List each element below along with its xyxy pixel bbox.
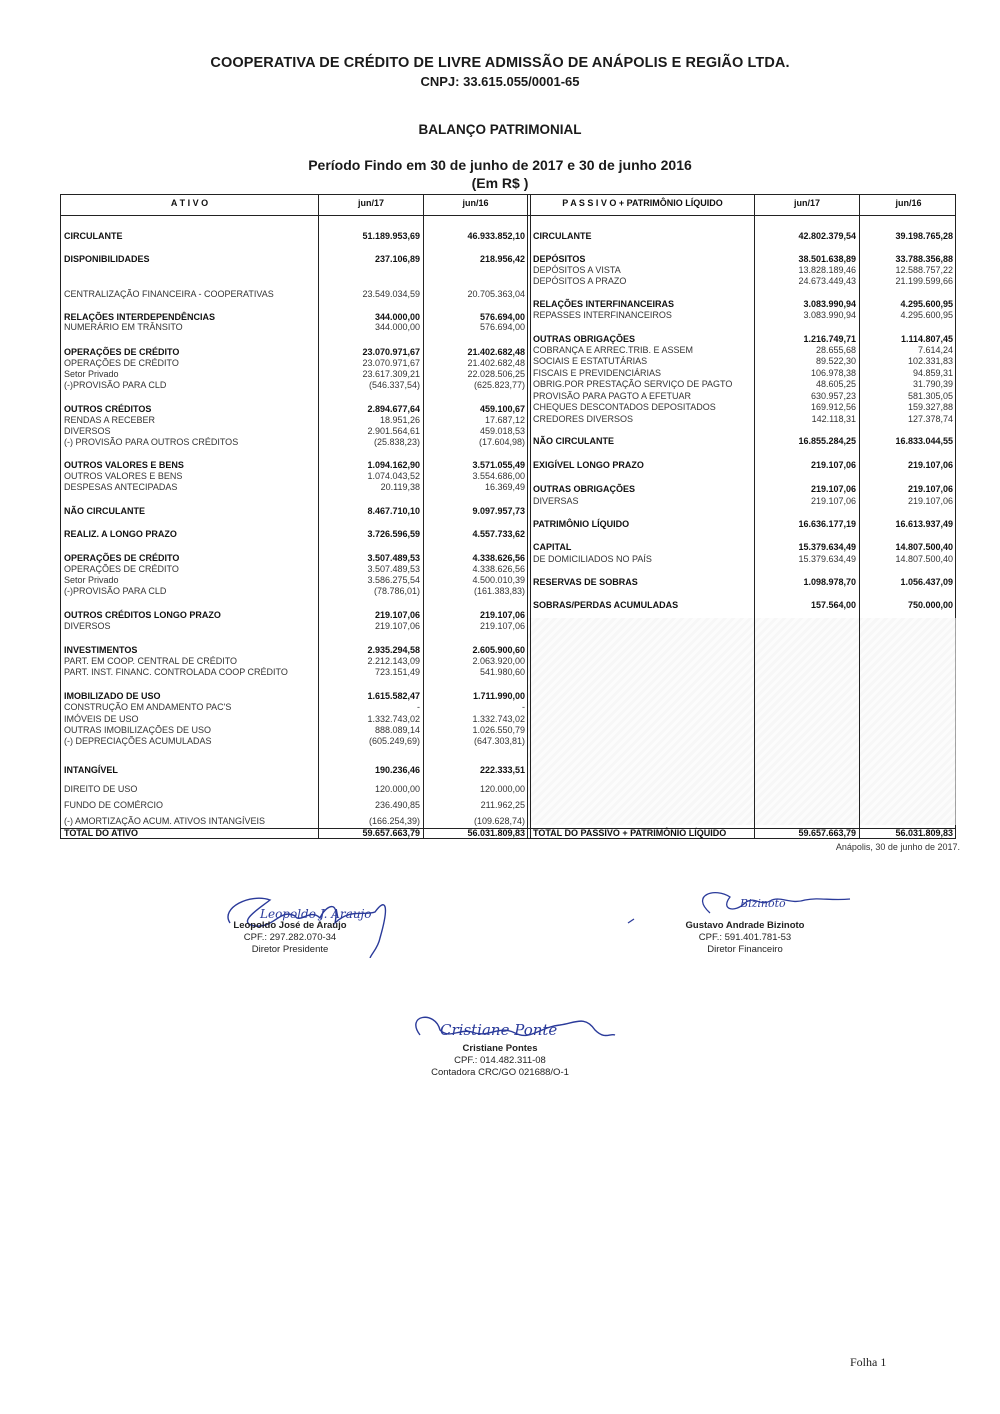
passivo-value-jun17: 48.605,25 bbox=[815, 379, 856, 389]
passivo-value-jun16: 219.107,06 bbox=[907, 484, 953, 494]
ativo-value-jun17: 59.657.663,79 bbox=[362, 828, 420, 838]
ativo-value-jun16: - bbox=[522, 702, 525, 712]
ativo-label: OUTROS CRÉDITOS bbox=[64, 404, 152, 414]
passivo-value-jun16: 4.295.600,95 bbox=[900, 310, 953, 320]
ativo-label: OUTROS CRÉDITOS LONGO PRAZO bbox=[64, 610, 221, 620]
ativo-label: PART. EM COOP. CENTRAL DE CRÉDITO bbox=[64, 656, 238, 666]
ativo-label: OPERAÇÕES DE CRÉDITO bbox=[64, 564, 179, 574]
ativo-value-jun16: 9.097.957,73 bbox=[472, 506, 525, 516]
col-ativo-header: A T I V O bbox=[170, 198, 209, 208]
ativo-value-jun16: 1.026.550,79 bbox=[472, 725, 525, 735]
ativo-value-jun16: 219.107,06 bbox=[479, 610, 525, 620]
ativo-value-jun16: 576.694,00 bbox=[479, 312, 525, 322]
passivo-value-jun17: 1.098.978,70 bbox=[803, 577, 856, 587]
signer-name: Leopoldo José de Araújo bbox=[233, 920, 347, 931]
passivo-label: TOTAL DO PASSIVO + PATRIMÔNIO LÍQUIDO bbox=[533, 828, 727, 838]
signer-role: Contadora CRC/GO 021688/O-1 bbox=[431, 1067, 569, 1078]
ativo-value-jun17: 3.586.275,54 bbox=[367, 575, 420, 585]
passivo-value-jun17: 28.655,68 bbox=[815, 345, 856, 355]
col-jun17-header: jun/17 bbox=[793, 198, 820, 208]
passivo-value-jun16: 219.107,06 bbox=[907, 496, 953, 506]
passivo-value-jun17: 42.802.379,54 bbox=[798, 231, 856, 241]
passivo-label: OUTRAS OBRIGAÇÕES bbox=[533, 484, 636, 494]
ativo-value-jun17: 344.000,00 bbox=[374, 322, 420, 332]
passivo-label: CREDORES DIVERSOS bbox=[533, 414, 634, 424]
ativo-label: OUTROS VALORES E BENS bbox=[64, 471, 183, 481]
signature-president bbox=[215, 920, 365, 956]
passivo-value-jun16: 102.331,83 bbox=[907, 356, 953, 366]
ativo-label: DIVERSOS bbox=[64, 621, 111, 631]
signature-handwriting: Cristiane Ponte bbox=[440, 1021, 558, 1039]
ativo-value-jun17: 8.467.710,10 bbox=[367, 506, 420, 516]
passivo-value-jun16: 12.588.757,22 bbox=[895, 265, 953, 275]
ativo-value-jun17: 2.901.564,61 bbox=[367, 426, 420, 436]
ativo-value-jun16: (625.823,77) bbox=[473, 380, 525, 390]
passivo-value-jun17: 59.657.663,79 bbox=[798, 828, 856, 838]
ativo-value-jun17: 723.151,49 bbox=[374, 667, 420, 677]
ativo-value-jun16: 2.063.920,00 bbox=[472, 656, 525, 666]
ativo-label: OPERAÇÕES DE CRÉDITO bbox=[64, 553, 180, 563]
passivo-value-jun16: 4.295.600,95 bbox=[900, 299, 953, 309]
passivo-value-jun16: 127.378,74 bbox=[907, 414, 953, 424]
company-title: COOPERATIVA DE CRÉDITO DE LIVRE ADMISSÃO DE ANÁPOLIS E REGIÃO LTDA. bbox=[210, 55, 790, 71]
ativo-value-jun16: 218.956,42 bbox=[479, 254, 525, 264]
page-number: Folha 1 bbox=[850, 1355, 887, 1369]
passivo-value-jun17: 3.083.990,94 bbox=[803, 299, 856, 309]
signer-name: Gustavo Andrade Bizinoto bbox=[685, 920, 805, 931]
passivo-label: DEPÓSITOS A VISTA bbox=[533, 265, 621, 275]
column-divider bbox=[754, 195, 755, 838]
ativo-label: REALIZ. A LONGO PRAZO bbox=[64, 529, 177, 539]
ativo-value-jun16: 1.711.990,00 bbox=[472, 691, 525, 701]
signer-cpf: CPF.: 014.482.311-08 bbox=[454, 1055, 546, 1066]
passivo-label: DEPÓSITOS A PRAZO bbox=[533, 276, 627, 286]
passivo-label: RESERVAS DE SOBRAS bbox=[533, 577, 638, 587]
ativo-value-jun16: (109.628,74) bbox=[473, 816, 525, 826]
ativo-value-jun17: (166.254,39) bbox=[368, 816, 420, 826]
ativo-value-jun17: 20.119,38 bbox=[380, 482, 420, 492]
ativo-label: Setor Privado bbox=[64, 369, 119, 379]
ativo-label: INVESTIMENTOS bbox=[64, 645, 138, 655]
column-divider bbox=[527, 195, 528, 838]
passivo-value-jun17: 169.912,56 bbox=[810, 402, 856, 412]
ativo-value-jun17: 18.951,26 bbox=[379, 415, 420, 425]
passivo-value-jun17: 219.107,06 bbox=[810, 460, 856, 470]
ativo-value-jun17: 2.935.294,58 bbox=[367, 645, 420, 655]
ativo-value-jun16: 219.107,06 bbox=[479, 621, 525, 631]
ativo-value-jun17: (546.337,54) bbox=[368, 380, 420, 390]
passivo-value-jun17: 106.978,38 bbox=[810, 368, 856, 378]
ativo-value-jun16: 576.694,00 bbox=[479, 322, 525, 332]
ativo-value-jun17: 344.000,00 bbox=[374, 312, 420, 322]
ativo-label: DIVERSOS bbox=[64, 426, 111, 436]
passivo-label: CIRCULANTE bbox=[533, 231, 592, 241]
ativo-label: OPERAÇÕES DE CRÉDITO bbox=[64, 347, 180, 357]
ativo-value-jun16: 4.557.733,62 bbox=[472, 529, 525, 539]
passivo-value-jun17: 13.828.189,46 bbox=[798, 265, 856, 275]
passivo-label: SOCIAIS E ESTATUTÁRIAS bbox=[533, 356, 648, 366]
ativo-value-jun17: 190.236,46 bbox=[374, 765, 420, 775]
ativo-value-jun17: 219.107,06 bbox=[374, 610, 420, 620]
ativo-value-jun17: 1.615.582,47 bbox=[367, 691, 420, 701]
ativo-value-jun17: 51.189.953,69 bbox=[362, 231, 420, 241]
passivo-label: RELAÇÕES INTERFINANCEIRAS bbox=[533, 299, 675, 309]
passivo-label: DE DOMICILIADOS NO PAÍS bbox=[533, 554, 652, 564]
ativo-label: (-)PROVISÃO PARA CLD bbox=[64, 380, 167, 390]
ativo-label: IMÓVEIS DE USO bbox=[64, 714, 139, 724]
passivo-label: DEPÓSITOS bbox=[533, 254, 586, 264]
ativo-value-jun17: (78.786,01) bbox=[373, 586, 420, 596]
col-passivo-header: P A S S I V O + PATRIMÔNIO LÍQUIDO bbox=[562, 198, 723, 208]
passivo-value-jun16: 56.031.809,83 bbox=[895, 828, 953, 838]
passivo-label: PROVISÃO PARA PAGTO A EFETUAR bbox=[533, 391, 692, 401]
passivo-value-jun17: 1.216.749,71 bbox=[803, 334, 856, 344]
signer-cpf: CPF.: 591.401.781-53 bbox=[698, 932, 792, 943]
ativo-value-jun16: 17.687,12 bbox=[484, 415, 525, 425]
ativo-value-jun16: 4.338.626,56 bbox=[472, 564, 525, 574]
ativo-label: (-) PROVISÃO PARA OUTROS CRÉDITOS bbox=[64, 437, 239, 447]
signature-scribble-financial bbox=[620, 885, 860, 925]
ativo-value-jun17: 219.107,06 bbox=[374, 621, 420, 631]
currency-unit: (Em R$ ) bbox=[471, 175, 529, 191]
ativo-value-jun16: 211.962,25 bbox=[480, 800, 525, 810]
passivo-value-jun16: 16.613.937,49 bbox=[895, 519, 953, 529]
ativo-value-jun16: 3.554.686,00 bbox=[472, 471, 525, 481]
passivo-value-jun16: 219.107,06 bbox=[907, 460, 953, 470]
signature-accountant bbox=[420, 1043, 580, 1079]
passivo-value-jun16: 33.788.356,88 bbox=[895, 254, 953, 264]
passivo-value-jun16: 1.056.437,09 bbox=[900, 577, 953, 587]
ativo-label: CENTRALIZAÇÃO FINANCEIRA - COOPERATIVAS bbox=[64, 289, 274, 299]
signer-role: Diretor Presidente bbox=[251, 944, 329, 955]
passivo-label: DIVERSAS bbox=[533, 496, 579, 506]
ativo-label: OUTROS VALORES E BENS bbox=[64, 460, 184, 470]
ativo-value-jun16: 46.933.852,10 bbox=[467, 231, 525, 241]
ativo-value-jun17: 23.070.971,67 bbox=[362, 358, 420, 368]
ativo-value-jun17: 3.726.596,59 bbox=[367, 529, 420, 539]
column-divider bbox=[530, 195, 531, 838]
signer-role: Diretor Financeiro bbox=[707, 944, 783, 955]
ativo-label: FUNDO DE COMÉRCIO bbox=[64, 800, 163, 810]
ativo-label: RELAÇÕES INTERDEPENDÊNCIAS bbox=[64, 312, 216, 322]
ativo-label: PART. INST. FINANC. CONTROLADA COOP CRÉDITO bbox=[64, 667, 288, 677]
signature-financial bbox=[660, 920, 830, 956]
ativo-value-jun17: 3.507.489,53 bbox=[367, 564, 420, 574]
ativo-value-jun16: (161.383,83) bbox=[473, 586, 525, 596]
period-subtitle: Período Findo em 30 de junho de 2017 e 30 de junho 2016 bbox=[308, 157, 692, 173]
ativo-value-jun17: 23.070.971,67 bbox=[362, 347, 420, 357]
ativo-value-jun16: 20.705.363,04 bbox=[467, 289, 525, 299]
passivo-value-jun16: 750.000,00 bbox=[907, 600, 953, 610]
ativo-label: INTANGÍVEL bbox=[64, 765, 118, 775]
ativo-label: CIRCULANTE bbox=[64, 231, 123, 241]
ativo-value-jun16: 21.402.682,48 bbox=[467, 347, 525, 357]
ativo-value-jun17: 23.617.309,21 bbox=[362, 369, 420, 379]
ativo-value-jun17: 1.332.743,02 bbox=[367, 714, 420, 724]
ativo-label: Setor Privado bbox=[64, 575, 119, 585]
passivo-label: OBRIG.POR PRESTAÇÃO SERVIÇO DE PAGTO bbox=[533, 379, 733, 389]
signature-handwriting: Bizinoto bbox=[740, 897, 786, 910]
passivo-label: SOBRAS/PERDAS ACUMULADAS bbox=[533, 600, 679, 610]
passivo-value-jun16: 16.833.044,55 bbox=[895, 436, 953, 446]
ativo-label: NÃO CIRCULANTE bbox=[64, 506, 145, 516]
passivo-value-jun17: 630.957,23 bbox=[810, 391, 856, 401]
passivo-value-jun16: 7.614,24 bbox=[917, 345, 953, 355]
ativo-value-jun16: 56.031.809,83 bbox=[467, 828, 525, 838]
passivo-label: FISCAIS E PREVIDENCIÁRIAS bbox=[533, 368, 662, 378]
company-cnpj: CNPJ: 33.615.055/0001-65 bbox=[420, 74, 580, 89]
ativo-label: NUMERÁRIO EM TRÂNSITO bbox=[64, 322, 183, 332]
empty-shaded-area bbox=[528, 618, 956, 825]
ativo-label: DIREITO DE USO bbox=[64, 784, 138, 794]
passivo-value-jun16: 31.790,39 bbox=[912, 379, 953, 389]
passivo-value-jun16: 94.859,31 bbox=[912, 368, 953, 378]
ativo-value-jun16: (17.604,98) bbox=[478, 437, 525, 447]
ativo-value-jun16: 120.000,00 bbox=[479, 784, 525, 794]
ativo-value-jun17: (605.249,69) bbox=[368, 736, 420, 746]
passivo-value-jun17: 15.379.634,49 bbox=[798, 554, 856, 564]
col-jun16-header: jun/16 bbox=[462, 198, 489, 208]
ativo-value-jun17: 236.490,85 bbox=[374, 800, 420, 810]
ativo-label: OUTRAS IMOBILIZAÇÕES DE USO bbox=[64, 725, 212, 735]
ativo-value-jun16: 16.369,49 bbox=[484, 482, 525, 492]
ativo-value-jun16: 459.100,67 bbox=[479, 404, 525, 414]
ativo-value-jun17: 2.212.143,09 bbox=[367, 656, 420, 666]
ativo-value-jun17: 23.549.034,59 bbox=[362, 289, 420, 299]
passivo-label: COBRANÇA E ARREC.TRIB. E ASSEM bbox=[533, 345, 694, 355]
ativo-label: (-)PROVISÃO PARA CLD bbox=[64, 586, 167, 596]
header-divider bbox=[61, 215, 955, 216]
passivo-value-jun17: 142.118,31 bbox=[811, 414, 856, 424]
ativo-label: OPERAÇÕES DE CRÉDITO bbox=[64, 358, 179, 368]
passivo-value-jun17: 89.522,30 bbox=[815, 356, 856, 366]
ativo-value-jun17: 3.507.489,53 bbox=[367, 553, 420, 563]
passivo-label: CHEQUES DESCONTADOS DEPOSITADOS bbox=[533, 402, 716, 412]
ativo-value-jun16: 1.332.743,02 bbox=[472, 714, 525, 724]
signer-name: Cristiane Pontes bbox=[462, 1043, 538, 1054]
ativo-value-jun16: 21.402.682,48 bbox=[467, 358, 525, 368]
passivo-value-jun17: 24.673.449,43 bbox=[798, 276, 856, 286]
passivo-value-jun17: 157.564,00 bbox=[810, 600, 856, 610]
col-jun16-header: jun/16 bbox=[895, 198, 922, 208]
passivo-value-jun17: 219.107,06 bbox=[810, 484, 856, 494]
ativo-value-jun16: 222.333,51 bbox=[479, 765, 525, 775]
passivo-value-jun17: 219.107,06 bbox=[810, 496, 856, 506]
ativo-value-jun17: 2.894.677,64 bbox=[367, 404, 420, 414]
passivo-value-jun17: 3.083.990,94 bbox=[803, 310, 856, 320]
document-title: BALANÇO PATRIMONIAL bbox=[418, 122, 582, 137]
passivo-label: OUTRAS OBRIGAÇÕES bbox=[533, 334, 636, 344]
ativo-value-jun16: 541.980,60 bbox=[479, 667, 525, 677]
ativo-label: DISPONIBILIDADES bbox=[64, 254, 150, 264]
ativo-label: IMOBILIZADO DE USO bbox=[64, 691, 161, 701]
ativo-value-jun16: 22.028.506,25 bbox=[467, 369, 525, 379]
ativo-value-jun17: 1.094.162,90 bbox=[367, 460, 420, 470]
ativo-value-jun16: 459.018,53 bbox=[479, 426, 525, 436]
passivo-value-jun17: 16.855.284,25 bbox=[798, 436, 856, 446]
passivo-value-jun16: 159.327,88 bbox=[907, 402, 953, 412]
passivo-value-jun17: 16.636.177,19 bbox=[798, 519, 856, 529]
passivo-value-jun16: 39.198.765,28 bbox=[895, 231, 953, 241]
ativo-label: DESPESAS ANTECIPADAS bbox=[64, 482, 178, 492]
passivo-label: REPASSES INTERFINANCEIROS bbox=[533, 310, 672, 320]
passivo-value-jun17: 38.501.638,89 bbox=[798, 254, 856, 264]
ativo-value-jun17: - bbox=[417, 702, 420, 712]
passivo-label: PATRIMÔNIO LÍQUIDO bbox=[533, 519, 630, 529]
passivo-value-jun16: 14.807.500,40 bbox=[895, 542, 953, 552]
ativo-label: CONSTRUÇÃO EM ANDAMENTO PAC'S bbox=[64, 702, 232, 712]
passivo-value-jun16: 581.305,05 bbox=[907, 391, 953, 401]
column-divider bbox=[859, 195, 860, 838]
passivo-label: NÃO CIRCULANTE bbox=[533, 436, 614, 446]
passivo-value-jun16: 21.199.599,66 bbox=[895, 276, 953, 286]
ativo-value-jun17: 237.106,89 bbox=[374, 254, 420, 264]
balance-sheet-table bbox=[60, 194, 956, 839]
ativo-value-jun16: 2.605.900,60 bbox=[472, 645, 525, 655]
ativo-value-jun17: (25.838,23) bbox=[373, 437, 420, 447]
place-date: Anápolis, 30 de junho de 2017. bbox=[835, 842, 960, 852]
passivo-value-jun16: 14.807.500,40 bbox=[895, 554, 953, 564]
ativo-value-jun16: (647.303,81) bbox=[473, 736, 525, 746]
ativo-value-jun16: 4.500.010,39 bbox=[472, 575, 525, 585]
ativo-value-jun16: 4.338.626,56 bbox=[472, 553, 525, 563]
ativo-value-jun17: 120.000,00 bbox=[374, 784, 420, 794]
passivo-value-jun16: 1.114.807,45 bbox=[900, 334, 953, 344]
ativo-label: (-) DEPRECIAÇÕES ACUMULADAS bbox=[64, 736, 212, 746]
passivo-label: CAPITAL bbox=[533, 542, 572, 552]
ativo-label: TOTAL DO ATIVO bbox=[64, 828, 138, 838]
signature-handwriting: Leopoldo J. Araujo bbox=[260, 907, 372, 921]
passivo-label: EXIGÍVEL LONGO PRAZO bbox=[533, 460, 644, 470]
ativo-value-jun17: 888.089,14 bbox=[374, 725, 420, 735]
signer-cpf: CPF.: 297.282.070-34 bbox=[243, 932, 337, 943]
ativo-label: (-) AMORTIZAÇÃO ACUM. ATIVOS INTANGÍVEIS bbox=[64, 816, 266, 826]
passivo-value-jun17: 15.379.634,49 bbox=[798, 542, 856, 552]
ativo-label: RENDAS A RECEBER bbox=[64, 415, 156, 425]
ativo-value-jun16: 3.571.055,49 bbox=[472, 460, 525, 470]
ativo-value-jun17: 1.074.043,52 bbox=[367, 471, 420, 481]
col-jun17-header: jun/17 bbox=[357, 198, 384, 208]
